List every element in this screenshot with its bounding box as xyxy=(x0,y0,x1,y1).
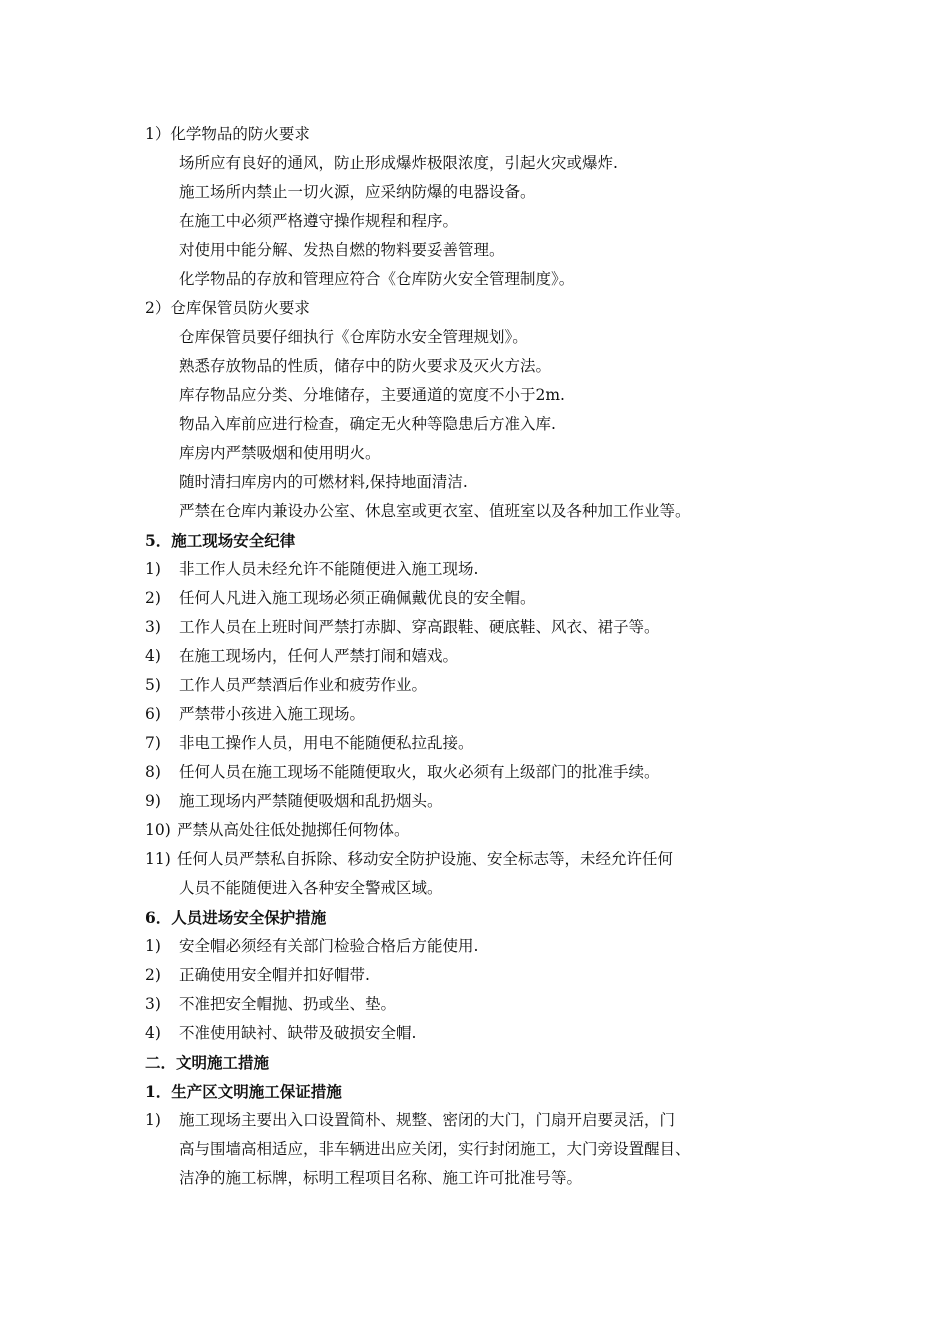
item-number: 7) xyxy=(145,734,161,752)
item-number: 9) xyxy=(145,792,161,810)
heading-site-discipline: 5．施工现场安全纪律 xyxy=(145,531,296,550)
item-number: 11) xyxy=(145,850,171,868)
bullet-item: 物品入库前应进行检查，确定无火种等隐患后方准入库. xyxy=(179,415,556,433)
numbered-item: 10) 严禁从高处往低处抛掷任何物体。 xyxy=(145,816,825,845)
numbered-item: 5) 工作人员严禁酒后作业和疲劳作业。 xyxy=(145,671,825,700)
bullet-item: 化学物品的存放和管理应符合《仓库防火安全管理制度》。 xyxy=(179,270,575,288)
numbered-item: 4) 在施工现场内，任何人严禁打闹和嬉戏。 xyxy=(145,642,825,671)
item-number: 1) xyxy=(145,560,161,578)
item-number: 5) xyxy=(145,676,161,694)
numbered-item: 1) 安全帽必须经有关部门检验合格后方能使用. xyxy=(145,932,825,961)
item-number: 3) xyxy=(145,618,161,636)
subheading-chemical-fire: 1）化学物品的防火要求 xyxy=(145,125,310,143)
heading-entry-protection: 6．人员进场安全保护措施 xyxy=(145,908,327,927)
bullet-item: 库房内严禁吸烟和使用明火。 xyxy=(179,444,381,462)
bullet-item: 仓库保管员要仔细执行《仓库防水安全管理规划》。 xyxy=(179,328,528,346)
item-number: 1) xyxy=(145,937,161,955)
numbered-item: 1) 非工作人员未经允许不能随便进入施工现场. xyxy=(145,555,825,584)
heading-production-area: 1．生产区文明施工保证措施 xyxy=(145,1082,342,1101)
item-number: 2) xyxy=(145,589,161,607)
numbered-item-continuation: 人员不能随便进入各种安全警戒区域。 xyxy=(179,879,443,897)
subheading-warehouse-keeper: 2）仓库保管员防火要求 xyxy=(145,299,310,317)
numbered-item: 2) 任何人凡进入施工现场必须正确佩戴优良的安全帽。 xyxy=(145,584,825,613)
bullet-item: 随时清扫库房内的可燃材料,保持地面清洁. xyxy=(179,473,468,491)
item-number: 6) xyxy=(145,705,161,723)
bullet-item: 严禁在仓库内兼设办公室、休息室或更衣室、值班室以及各种加工作业等。 xyxy=(179,502,691,520)
item-number: 4) xyxy=(145,647,161,665)
bullet-item: 对使用中能分解、发热自燃的物料要妥善管理。 xyxy=(179,241,505,259)
numbered-item: 8) 任何人员在施工现场不能随便取火，取火必须有上级部门的批准手续。 xyxy=(145,758,825,787)
item-number: 10) xyxy=(145,821,171,839)
item-number: 4) xyxy=(145,1024,161,1042)
numbered-item: 1) 施工现场主要出入口设置简朴、规整、密闭的大门，门扇开启要灵活，门 xyxy=(145,1106,825,1135)
heading-civilized-construction: 二．文明施工措施 xyxy=(145,1053,270,1072)
numbered-item: 9) 施工现场内严禁随便吸烟和乱扔烟头。 xyxy=(145,787,825,816)
item-number: 1) xyxy=(145,1111,161,1129)
numbered-item-continuation: 洁净的施工标牌，标明工程项目名称、施工许可批准号等。 xyxy=(179,1169,583,1187)
item-number: 8) xyxy=(145,763,161,781)
numbered-item-continuation: 高与围墙高相适应，非车辆进出应关闭，实行封闭施工，大门旁设置醒目、 xyxy=(179,1140,691,1158)
numbered-item: 4) 不准使用缺衬、缺带及破损安全帽. xyxy=(145,1019,825,1048)
bullet-item: 施工场所内禁止一切火源，应采纳防爆的电器设备。 xyxy=(179,183,536,201)
numbered-item: 3) 不准把安全帽抛、扔或坐、垫。 xyxy=(145,990,825,1019)
numbered-item: 7) 非电工操作人员，用电不能随便私拉乱接。 xyxy=(145,729,825,758)
numbered-item: 2) 正确使用安全帽并扣好帽带. xyxy=(145,961,825,990)
numbered-item: 11) 任何人员严禁私自拆除、移动安全防护设施、安全标志等，未经允许任何 xyxy=(145,845,825,874)
item-number: 3) xyxy=(145,995,161,1013)
numbered-item: 6) 严禁带小孩进入施工现场。 xyxy=(145,700,825,729)
bullet-item: 场所应有良好的通风，防止形成爆炸极限浓度，引起火灾或爆炸. xyxy=(179,154,618,172)
bullet-item: 在施工中必须严格遵守操作规程和程序。 xyxy=(179,212,459,230)
item-number: 2) xyxy=(145,966,161,984)
bullet-item: 熟悉存放物品的性质，储存中的防火要求及灭火方法。 xyxy=(179,357,552,375)
numbered-item: 3) 工作人员在上班时间严禁打赤脚、穿高跟鞋、硬底鞋、风衣、裙子等。 xyxy=(145,613,825,642)
document-body xyxy=(145,120,825,1193)
bullet-item: 库存物品应分类、分堆储存，主要通道的宽度不小于2m. xyxy=(179,386,565,404)
